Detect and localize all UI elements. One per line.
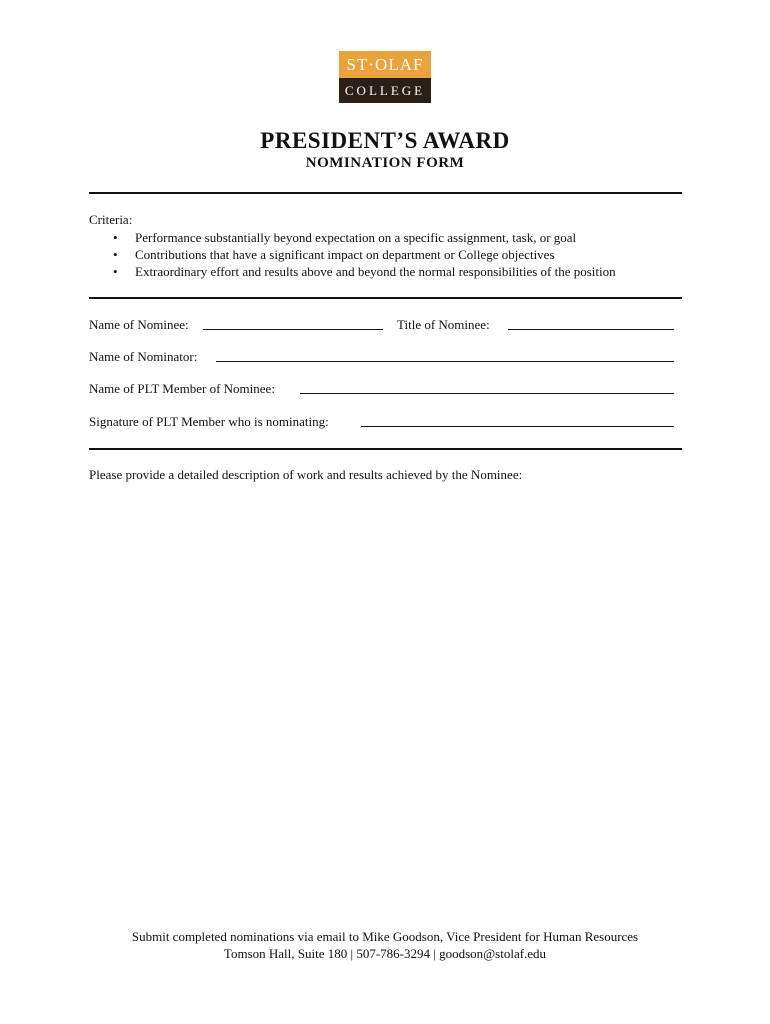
footer-separator: | [433,946,436,961]
footer-email[interactable]: goodson@stolaf.edu [439,946,547,961]
nominee-name-field[interactable] [203,318,383,330]
bullet-icon: • [113,247,118,262]
footer-submit-line: Submit completed nominations via email to Mike Goodson, Vice President for Human Resources [131,929,639,944]
form-title: PRESIDENT’S AWARD [260,128,510,153]
criteria-text: Performance substantially beyond expectation on a specific assignment, task, or goal [135,230,577,245]
bullet-icon: • [113,264,118,279]
logo-line2: COLLEGE [344,83,426,98]
criteria-label: Criteria: [89,212,133,227]
description-prompt: Please provide a detailed description of work and results achieved by the Nominee: [89,467,523,482]
nominee-name-label: Name of Nominee: [89,317,189,332]
divider-top [89,192,682,194]
criteria-text: Extraordinary effort and results above and beyond the normal responsibilities of the position [135,264,616,279]
criteria-item [113,248,555,261]
divider-middle [89,297,682,299]
footer-contact-line [0,947,770,960]
criteria-item [113,231,576,244]
logo-line1: ST·OLAF [346,55,424,74]
plt-signature-label: Signature of PLT Member who is nominating: [89,414,329,429]
nominee-title-field[interactable] [508,318,674,330]
nominator-name-label: Name of Nominator: [89,349,198,364]
nominee-title-label: Title of Nominee: [397,317,490,332]
plt-member-field[interactable] [300,382,674,394]
criteria-text: Contributions that have a significant impact on department or College objectives [135,247,555,262]
bullet-icon: • [113,230,118,245]
college-logo [339,51,431,103]
footer-location: Tomson Hall, Suite 180 [223,946,348,961]
divider-bottom [89,448,682,450]
logo-top-band [339,51,431,78]
footer-separator: | [350,946,354,961]
nominator-name-field[interactable] [216,350,674,362]
description-area[interactable] [89,490,682,910]
footer-phone: 507-786-3294 [356,946,431,961]
plt-signature-field[interactable] [361,415,674,427]
criteria-item [113,265,616,278]
form-subtitle: NOMINATION FORM [305,155,465,171]
plt-member-label: Name of PLT Member of Nominee: [89,381,275,396]
logo-bottom-band [339,78,431,103]
